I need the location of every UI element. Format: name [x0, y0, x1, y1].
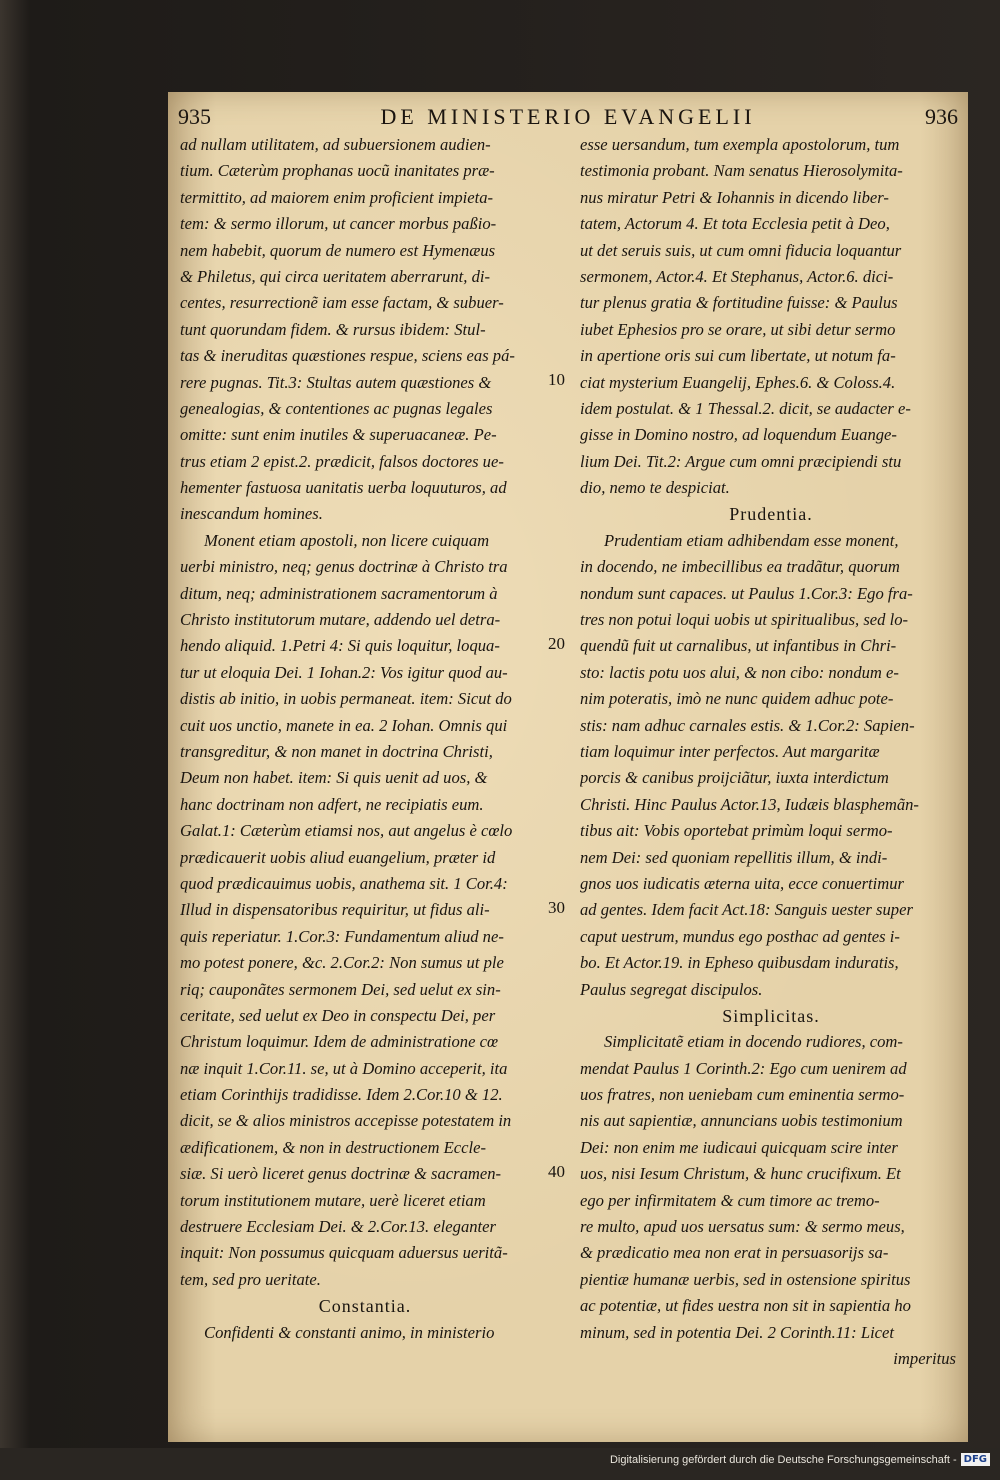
text-line: hementer fastuosa uanitatis uerba loquuturos, ad — [180, 478, 507, 498]
text-line: nis aut sapientiæ, annuncians uobis testimonium — [580, 1111, 903, 1131]
text-line: idem postulat. & 1 Thessal.2. dicit, se audacter e- — [580, 398, 911, 418]
text-line: Simplicitatẽ etiam in docendo rudiores, com- — [604, 1032, 903, 1052]
text-line: uos, nisi Iesum Christum, & hunc crucifixum. Et — [580, 1164, 901, 1184]
text-line: re multo, apud uos uersatus sum: & sermo meus, — [580, 1217, 905, 1237]
book-page — [168, 92, 968, 1442]
text-line: tur ut eloquia Dei. 1 Iohan.2: Vos igitur quod au- — [180, 662, 508, 682]
text-line: in apertione oris sui cum libertate, ut notum fa- — [580, 346, 896, 366]
text-line: termittito, ad maiorem enim proficient impieta- — [180, 187, 494, 207]
text-line: iubet Ephesios pro se orare, ut sibi detur sermo — [580, 319, 896, 339]
text-line: hanc doctrinam non adfert, ne recipiatis eum. — [180, 794, 484, 814]
page-number-left: 935 — [178, 104, 211, 129]
text-line: esse uersandum, tum exempla apostolorum, tum — [580, 135, 900, 154]
text-line: lium Dei. Tit.2: Argue cum omni præcipiendi stu — [580, 451, 902, 471]
text-line: tatem, Actorum 4. Et tota Ecclesia petit à Deo, — [580, 214, 890, 234]
text-line: transgreditur, & non manet in doctrina Christi, — [180, 741, 493, 761]
text-line: quod prædicauimus uobis, anathema sit. 1 Cor.4: — [180, 873, 508, 893]
margin-line-number: 20 — [548, 633, 565, 653]
text-line: nem Dei: sed quoniam repellitis illum, & indi- — [580, 847, 888, 867]
text-line: nondum sunt capaces. ut Paulus 1.Cor.3: Ego fra- — [580, 583, 913, 603]
text-line: tem: & sermo illorum, ut cancer morbus paßio- — [180, 214, 497, 234]
text-line: mendat Paulus 1 Corinth.2: Ego cum uenirem ad — [580, 1058, 907, 1078]
text-line: Galat.1: Cæterùm etiamsi nos, aut angelus è cœlo — [180, 821, 513, 841]
text-line: pientiæ humanæ uerbis, sed in ostensione spiritus — [580, 1269, 911, 1289]
text-line: ut det seruis suis, ut cum omni fiducia loquantur — [580, 240, 902, 260]
section-heading: Prudentia. — [729, 504, 813, 525]
text-line: ad nullam utilitatem, ad subuersionem audien- — [180, 135, 491, 154]
running-title: DE MINISTERIO EVANGELII — [380, 104, 756, 129]
text-line: in docendo, ne imbecillibus ea tradãtur, quorum — [580, 557, 900, 577]
text-line: tium. Cæterùm prophanas uocũ inanitates præ- — [180, 161, 495, 181]
text-line: sermonem, Actor.4. Et Stephanus, Actor.6. dici- — [580, 266, 894, 286]
text-line: Confidenti & constanti animo, in ministerio — [204, 1322, 495, 1342]
dfg-logo: DFG — [961, 1453, 990, 1466]
text-line: ac potentiæ, ut fides uestra non sit in sapientia ho — [580, 1296, 911, 1316]
text-line: torum institutionem mutare, uerè liceret etiam — [180, 1190, 486, 1210]
text-line: omitte: sunt enim inutiles & superuacaneæ. Pe- — [180, 425, 497, 445]
text-line: quis reperiatur. 1.Cor.3: Fundamentum aliud ne- — [180, 926, 504, 946]
text-line: distis ab initio, in uobis permaneat. item: Sicut do — [180, 689, 512, 709]
text-line: sto: lactis potu uos alui, & non cibo: nondum e- — [580, 662, 899, 682]
text-line: Christi. Hinc Paulus Actor.13, Iudæis blasphemãn- — [580, 794, 919, 814]
text-line: ditum, neq; administrationem sacramentorum à — [180, 583, 498, 603]
page-number-right: 936 — [925, 104, 958, 129]
text-line: Christum loquimur. Idem de administratione cœ — [180, 1032, 499, 1052]
text-line: inquit: Non possumus quicquam aduersus ueritã- — [180, 1243, 508, 1263]
margin-line-number: 10 — [548, 369, 565, 389]
text-line: Christo institutorum mutare, addendo uel detra- — [180, 610, 501, 630]
text-line: uerbi ministro, neq; genus doctrinæ à Christo tra — [180, 557, 508, 577]
text-line: tres non potui loqui uobis ut spiritualibus, sed lo- — [580, 610, 909, 630]
text-line: hendo aliquid. 1.Petri 4: Si quis loquitur, loqua- — [180, 636, 500, 656]
text-line: ædificationem, & non in destructionem Eccle- — [180, 1137, 486, 1157]
text-line: dio, nemo te despiciat. — [580, 478, 730, 498]
text-line: & Philetus, qui circa ueritatem aberrarunt, di- — [180, 266, 491, 286]
left-text-column — [180, 132, 550, 1346]
text-line: trus etiam 2 epist.2. prædicit, falsos doctores ue- — [180, 451, 504, 471]
text-line: gnos uos iudicatis æterna uita, ecce conuertimur — [580, 873, 904, 893]
text-line: quendũ fuit ut carnalibus, ut infantibus in Chri- — [580, 636, 897, 656]
text-line: prædicauerit uobis aliud euangelium, præter id — [180, 847, 496, 867]
text-line: tem, sed pro ueritate. — [180, 1269, 321, 1289]
credit-text: Digitalisierung gefördert durch die Deutsche Forschungsgemeinschaft - — [609, 1453, 957, 1466]
text-line: riq; cauponãtes sermonem Dei, sed uelut ex sin- — [180, 979, 501, 999]
text-line: destruere Ecclesiam Dei. & 2.Cor.13. eleganter — [180, 1217, 496, 1237]
text-line: cuit uos unctio, manete in ea. 2 Iohan. Omnis qui — [180, 715, 508, 735]
text-line: mo potest ponere, &c. 2.Cor.2: Non sumus ut ple — [180, 953, 504, 973]
text-line: porcis & canibus proijciãtur, iuxta interdictum — [580, 768, 889, 788]
text-line: Dei: non enim me iudicaui quicquam scire inter — [580, 1137, 898, 1157]
margin-line-number: 30 — [548, 897, 565, 917]
text-line: ad gentes. Idem facit Act.18: Sanguis uester super — [580, 900, 913, 920]
margin-line-number: 40 — [548, 1161, 565, 1181]
text-line: inescandum homines. — [180, 504, 323, 524]
text-line: siæ. Si uerò liceret genus doctrinæ & sacramen- — [180, 1164, 502, 1184]
text-line: rere pugnas. Tit.3: Stultas autem quæstiones & — [180, 372, 492, 392]
text-line: centes, resurrectionẽ iam esse factam, & subuer- — [180, 293, 504, 313]
text-line: tibus ait: Vobis oportebat primùm loqui sermo- — [580, 821, 893, 841]
text-line: bo. Et Actor.19. in Epheso quibusdam induratis, — [580, 953, 899, 973]
text-line: uos fratres, non ueniebam cum eminentia sermo- — [580, 1085, 905, 1105]
text-line: Monent etiam apostoli, non licere cuiquam — [204, 530, 490, 550]
text-line: gisse in Domino nostro, ad loquendum Euange- — [580, 425, 897, 445]
text-line: ciat mysterium Euangelij, Ephes.6. & Coloss.4. — [580, 372, 896, 392]
text-line: tunt quorundam fidem. & rursus ibidem: Stul- — [180, 319, 486, 339]
text-line: næ inquit 1.Cor.11. se, ut à Domino acceperit, ita — [180, 1058, 508, 1078]
text-line: dicit, se & alios ministros accepisse potestatem in — [180, 1111, 512, 1131]
text-line: Deum non habet. item: Si quis uenit ad uos, & — [180, 768, 488, 788]
text-line: ceritate, sed uelut ex Deo in conspectu Dei, per — [180, 1005, 496, 1025]
text-line: etiam Corinthijs tradidisse. Idem 2.Cor.10 & 12. — [180, 1085, 503, 1105]
digitization-credit — [610, 1453, 990, 1466]
text-line: tas & ineruditas quæstiones respue, sciens eas pá- — [180, 346, 515, 366]
section-heading: Simplicitas. — [722, 1005, 820, 1026]
text-line: genealogias, & contentiones ac pugnas legales — [180, 398, 493, 418]
text-line: stis: nam adhuc carnales estis. & 1.Cor.2: Sapien- — [580, 715, 915, 735]
text-line: Paulus segregat discipulos. — [580, 979, 763, 999]
text-line: nem habebit, quorum de numero est Hymenæus — [180, 240, 496, 260]
text-line: Prudentiam etiam adhibendam esse monent, — [604, 530, 899, 550]
text-line: tiam loquimur inter perfectos. Aut margaritæ — [580, 741, 880, 761]
right-text-column — [580, 132, 962, 1372]
text-line: nim poteratis, imò ne nunc quidem adhuc pote- — [580, 689, 894, 709]
text-line: Illud in dispensatoribus requiritur, ut fidus ali- — [180, 900, 490, 920]
text-line: tur plenus gratia & fortitudine fuisse: & Paulus — [580, 293, 898, 313]
catchword: imperitus — [893, 1348, 956, 1368]
text-line: nus miratur Petri & Iohannis in dicendo liber- — [580, 187, 889, 207]
text-line: minum, sed in potentia Dei. 2 Corinth.11: Licet — [580, 1322, 895, 1342]
text-line: testimonia probant. Nam senatus Hierosolymita- — [580, 161, 903, 181]
section-heading: Constantia. — [318, 1296, 412, 1317]
text-line: & prædicatio mea non erat in persuasorijs sa- — [580, 1243, 889, 1263]
text-line: ego per infirmitatem & cum timore ac tremo- — [580, 1190, 880, 1210]
text-line: caput uestrum, mundus ego posthac ad gentes i- — [580, 926, 900, 946]
